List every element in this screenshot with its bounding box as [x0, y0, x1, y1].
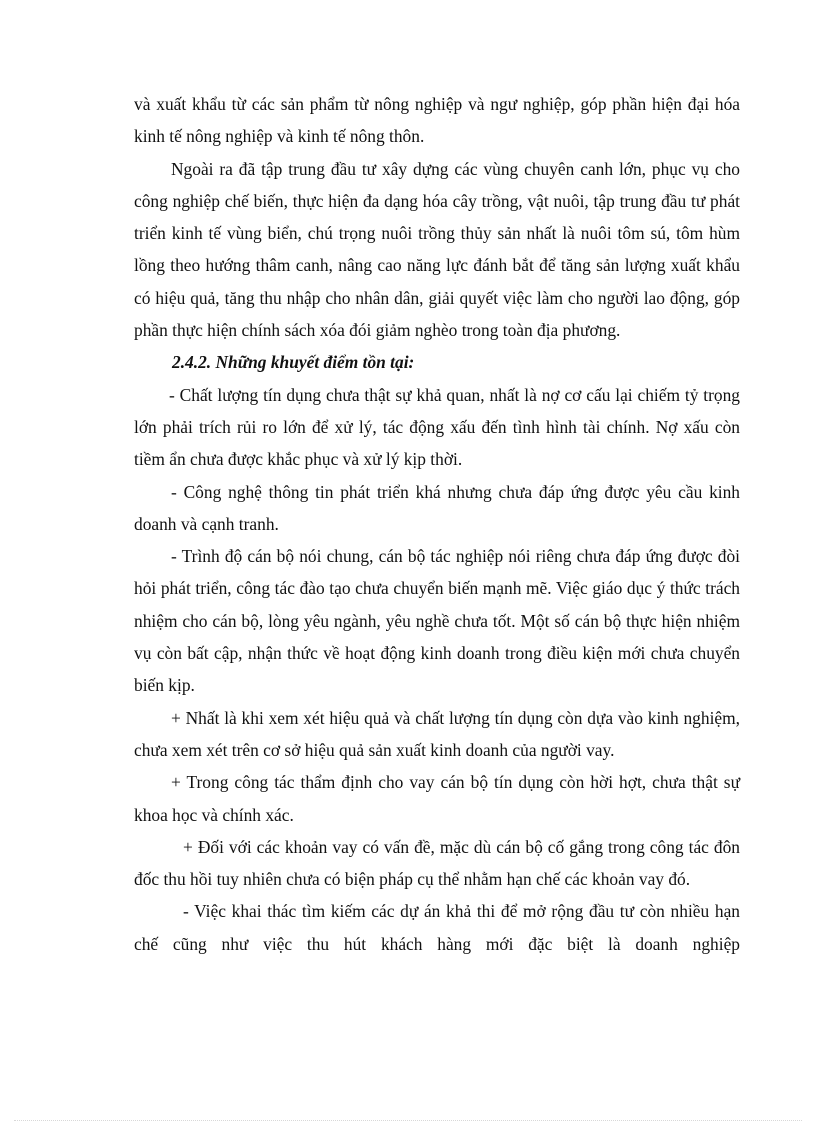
sub-bullet-credit-evaluation: + Nhất là khi xem xét hiệu quả và chất lượng tín dụng còn dựa vào kinh nghiệm, chưa xem xét trên cơ sở hiệu quả sản xuất kinh doanh của người vay.	[134, 707, 740, 760]
page-bottom-divider	[14, 1120, 802, 1121]
paragraph-continuation: và xuất khẩu từ các sản phẩm từ nông nghiệp và ngư nghiệp, góp phần hiện đại hóa kinh tế nông nghiệp và kinh tế nông thôn.	[134, 94, 740, 147]
paragraph-specialized-regions: Ngoài ra đã tập trung đầu tư xây dựng các vùng chuyên canh lớn, phục vụ cho công nghiệp chế biến, thực hiện đa dạng hóa cây trồng, vật nuôi, tập trung đầu tư phát triển kinh tế vùng biển, chú trọng nuôi trồng thủy sản nhất là nuôi tôm sú, tôm hùm lồng theo hướng thâm canh, nâng cao năng lực đánh bắt để tăng sản lượng xuất khẩu có hiệu quả, tăng thu nhập cho nhân dân, giải quyết việc làm cho người lao động, góp phần thực hiện chính sách xóa đói giảm nghèo trong toàn địa phương.	[134, 158, 740, 341]
sub-bullet-problem-loans: + Đối với các khoản vay có vấn đề, mặc dù cán bộ cố gắng trong công tác đôn đốc thu hồi tuy nhiên chưa có biện pháp cụ thể nhằm hạn chế các khoản vay đó.	[134, 836, 740, 890]
bullet-credit-quality: - Chất lượng tín dụng chưa thật sự khả quan, nhất là nợ cơ cấu lại chiếm tỷ trọng lớn phải trích rủi ro lớn để xử lý, tác động xấu đến tình hình tài chính. Nợ xấu còn tiềm ẩn chưa được khắc phục và xử lý kịp thời.	[134, 384, 740, 470]
bullet-staff-qualification: - Trình độ cán bộ nói chung, cán bộ tác nghiệp nói riêng chưa đáp ứng được đòi hỏi phát triển, công tác đào tạo chưa chuyển biến mạnh mẽ. Việc giáo dục ý thức trách nhiệm cho cán bộ, lòng yêu ngành, yêu nghề chưa tốt. Một số cán bộ thực hiện nhiệm vụ còn bất cập, nhận thức về hoạt động kinh doanh trong điều kiện mới chưa chuyển biến kịp.	[134, 546, 740, 696]
sub-bullet-loan-appraisal: + Trong công tác thẩm định cho vay cán bộ tín dụng còn hời hợt, chưa thật sự khoa học và chính xác.	[134, 772, 740, 825]
bullet-project-exploitation: - Việc khai thác tìm kiếm các dự án khả thi để mở rộng đầu tư còn nhiều hạn chế cũng như việc thu hút khách hàng mới đặc biệt là doanh nghiệp	[134, 901, 740, 954]
page-body	[134, 88, 740, 960]
section-heading-2-4-2: 2.4.2. Những khuyết điểm tồn tại:	[172, 352, 415, 373]
bullet-information-technology: - Công nghệ thông tin phát triển khá nhưng chưa đáp ứng được yêu cầu kinh doanh và cạnh tranh.	[134, 481, 740, 534]
